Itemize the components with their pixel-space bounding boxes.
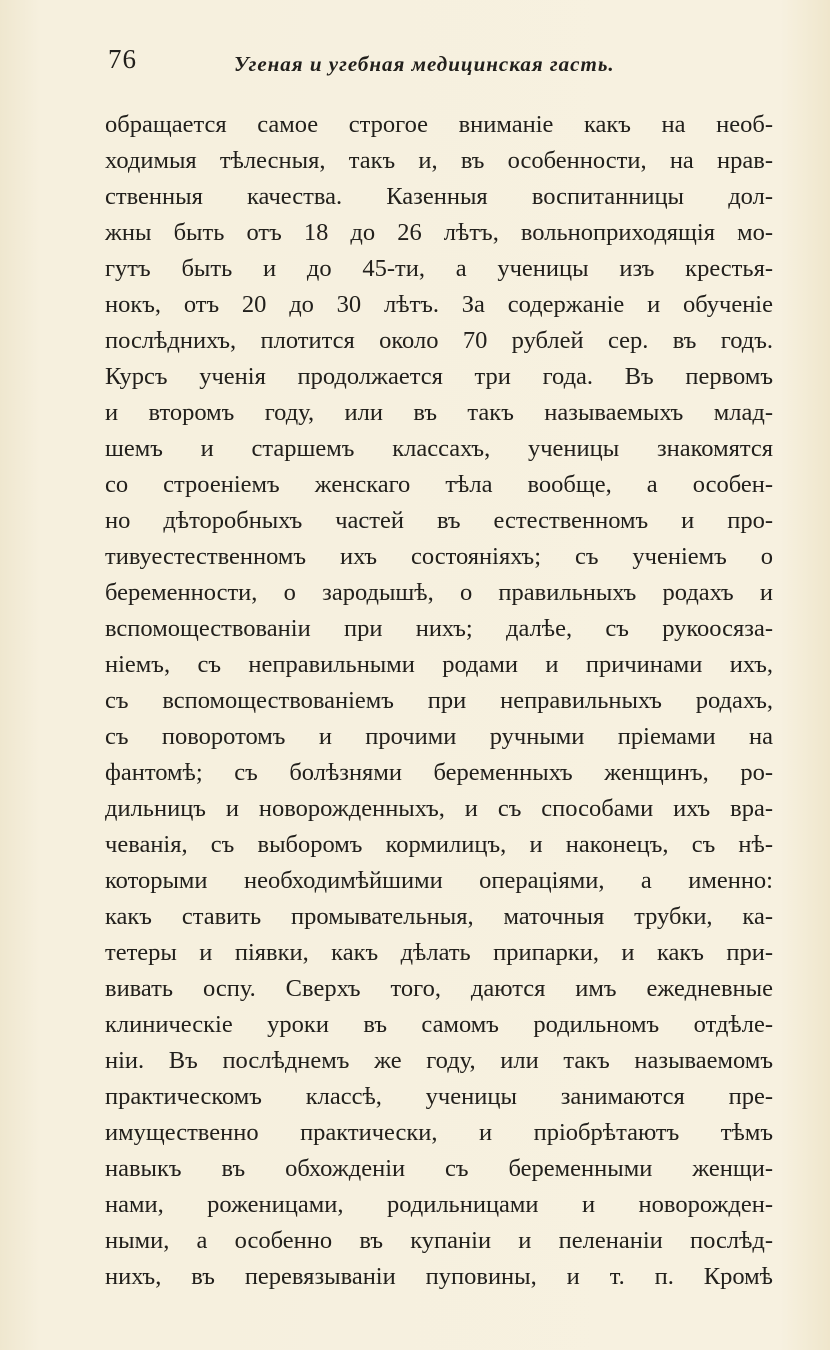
body-text <box>105 107 773 1295</box>
text-line: жны быть отъ 18 до 26 лѣтъ, вольноприходящія мо- <box>105 219 773 246</box>
text-line: чеванія, съ выборомъ кормилицъ, и наконецъ, съ нѣ- <box>105 831 773 858</box>
text-line: нокъ, отъ 20 до 30 лѣтъ. За содержаніе и обученіе <box>105 291 773 318</box>
text-line: практическомъ классѣ, ученицы занимаются пре- <box>105 1083 773 1110</box>
text-line: вивать оспу. Сверхъ того, даются имъ ежедневные <box>105 975 773 1002</box>
text-line: и второмъ году, или въ такъ называемыхъ млад- <box>105 399 773 426</box>
text-line: Курсъ ученія продолжается три года. Въ первомъ <box>105 363 773 390</box>
text-line: ходимыя тѣлесныя, такъ и, въ особенности, на нрав- <box>105 147 773 174</box>
text-line: тивуестественномъ ихъ состояніяхъ; съ ученіемъ о <box>105 543 773 570</box>
text-line: имущественно практически, и пріобрѣтаютъ тѣмъ <box>105 1119 773 1146</box>
text-line: клиническіе уроки въ самомъ родильномъ отдѣле- <box>105 1011 773 1038</box>
text-line: беременности, о зародышѣ, о правильныхъ родахъ и <box>105 579 773 606</box>
text-line: нихъ, въ перевязываніи пуповины, и т. п. Кромѣ <box>105 1263 773 1290</box>
page-number: 76 <box>108 44 137 74</box>
text-line: съ вспомоществованіемъ при неправильныхъ родахъ, <box>105 687 773 714</box>
text-line: нами, роженицами, родильницами и новорожден- <box>105 1191 773 1218</box>
text-line: дильницъ и новорожденныхъ, и съ способами ихъ вра- <box>105 795 773 822</box>
text-line: фантомѣ; съ болѣзнями беременныхъ женщинъ, ро- <box>105 759 773 786</box>
text-line: со строеніемъ женскаго тѣла вообще, а особен- <box>105 471 773 498</box>
text-line: шемъ и старшемъ классахъ, ученицы знакомятся <box>105 435 773 462</box>
text-line: которыми необходимѣйшими операціями, а именно: <box>105 867 773 894</box>
text-line: ственныя качества. Казенныя воспитанницы дол- <box>105 183 773 210</box>
text-line: вспомоществованіи при нихъ; далѣе, съ рукоосяза- <box>105 615 773 642</box>
text-line: гутъ быть и до 45-ти, а ученицы изъ крестья- <box>105 255 773 282</box>
text-line: навыкъ въ обхожденіи съ беременными женщи- <box>105 1155 773 1182</box>
text-line: ніи. Въ послѣднемъ же году, или такъ называемомъ <box>105 1047 773 1074</box>
text-line: но дѣторобныхъ частей въ естественномъ и про- <box>105 507 773 534</box>
text-line: послѣднихъ, плотится около 70 рублей сер. въ годъ. <box>105 327 773 354</box>
text-line: ніемъ, съ неправильными родами и причинами ихъ, <box>105 651 773 678</box>
text-line: тетеры и піявки, какъ дѣлать припарки, и какъ при- <box>105 939 773 966</box>
text-line: обращается самое строгое вниманіе какъ на необ- <box>105 111 773 138</box>
text-line: какъ ставить промывательныя, маточныя трубки, ка- <box>105 903 773 930</box>
running-head: Угеная и угебная медицинская гасть. <box>234 52 615 76</box>
text-line: ными, а особенно въ купаніи и пеленаніи послѣд- <box>105 1227 773 1254</box>
text-line: съ поворотомъ и прочими ручными пріемами на <box>105 723 773 750</box>
